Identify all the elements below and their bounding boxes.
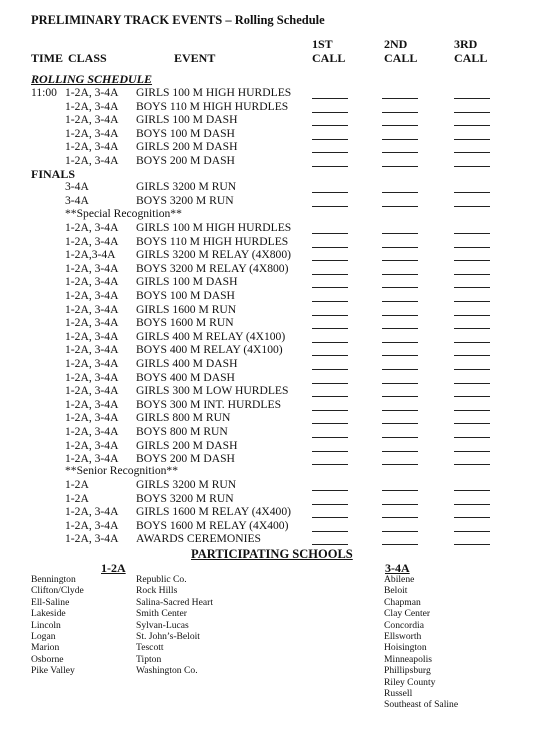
finals-heading: FINALS [31, 167, 76, 181]
schedule-row [31, 262, 501, 276]
row-event: BOYS 300 M INT. HURDLES [136, 397, 282, 411]
schedule-row [31, 519, 501, 533]
school-name: Logan [31, 631, 56, 642]
row-event: BOYS 1600 M RUN [136, 316, 234, 330]
schedule-row [31, 303, 501, 317]
school-name: Marion [31, 642, 60, 654]
school-name: Smith Center [136, 608, 187, 620]
row-event: BOYS 1600 M RELAY (4X400) [136, 518, 289, 532]
schedule-row [31, 248, 501, 262]
row-class: 1-2A, 3-4A [65, 505, 119, 519]
row-class: 1-2A, 3-4A [65, 329, 119, 343]
school-name: Osborne [31, 653, 64, 665]
row-time: 11:00 [31, 86, 57, 99]
row-class: 3-4A [65, 193, 89, 207]
row-event: GIRLS 800 M RUN [136, 411, 231, 425]
row-event: GIRLS 200 M DASH [136, 438, 238, 452]
school-name: Lakeside [31, 608, 66, 620]
row-class: 1-2A, 3-4A [65, 518, 119, 532]
row-event: BOYS 3200 M RELAY (4X800) [136, 261, 289, 275]
header-call3-bottom: CALL [454, 51, 488, 65]
schedule-row [31, 180, 501, 194]
row-class: 1-2A, 3-4A [65, 357, 119, 370]
row-class: 1-2A, 3-4A [65, 370, 119, 384]
row-class: 1-2A, 3-4A [65, 113, 119, 127]
row-event: BOYS 800 M RUN [136, 425, 228, 438]
schedule-row [31, 154, 501, 168]
schedule-row [31, 357, 501, 371]
row-event: BOYS 100 M DASH [136, 126, 235, 140]
schedule-row [31, 113, 501, 127]
schedule-row [31, 86, 501, 100]
schedule-row [31, 221, 501, 235]
schedule-row [31, 439, 501, 453]
row-event: GIRLS 1600 M RELAY (4X400) [136, 505, 292, 519]
row-class: 1-2A [65, 491, 89, 505]
schedule-row [31, 371, 501, 385]
row-class: 1-2A, 3-4A [65, 99, 119, 113]
row-class: 1-2A, 3-4A [65, 343, 119, 357]
school-name: Republic Co. [136, 574, 187, 585]
header-event: EVENT [174, 51, 216, 65]
row-class: 1-2A, 3-4A [65, 411, 119, 425]
school-name: Clifton/Clyde [31, 585, 84, 597]
schedule-row [31, 316, 501, 330]
row-event: GIRLS 3200 M RUN [136, 180, 237, 193]
schedule-row [31, 330, 501, 344]
row-event: GIRLS 400 M DASH [136, 357, 238, 370]
call-1-blank [312, 166, 348, 167]
row-class: 1-2A, 3-4A [65, 261, 119, 275]
call-3-blank [454, 464, 490, 465]
header-class: CLASS [68, 51, 107, 65]
row-event: GIRLS 100 M HIGH HURDLES [136, 86, 292, 99]
row-class: 1-2A, 3-4A [65, 275, 119, 289]
header-call2-bottom: CALL [384, 51, 418, 65]
schedule-row [31, 384, 501, 398]
call-2-blank [382, 206, 418, 207]
row-class: 1-2A, 3-4A [65, 86, 119, 99]
row-class: 1-2A, 3-4A [65, 140, 119, 154]
school-name: Bennington [31, 574, 76, 585]
school-name: Riley County [384, 676, 436, 688]
row-class: 1-2A, 3-4A [65, 438, 119, 452]
senior-recognition-note: **Senior Recognition** [65, 464, 179, 477]
school-name: Rock Hills [136, 585, 178, 597]
row-event: BOYS 110 M HIGH HURDLES [136, 234, 289, 248]
special-recognition-note: **Special Recognition** [65, 207, 182, 220]
row-event: BOYS 3200 M RUN [136, 193, 234, 207]
school-name: Lincoln [31, 619, 61, 631]
call-2-blank [382, 166, 418, 167]
school-name: St. John’s-Beloit [136, 631, 200, 642]
schedule-row [31, 398, 501, 412]
school-name: Tipton [136, 653, 162, 665]
row-class: 1-2A, 3-4A [65, 452, 119, 466]
participating-schools-title: PARTICIPATING SCHOOLS [191, 547, 353, 561]
row-event: GIRLS 100 M HIGH HURDLES [136, 221, 292, 234]
school-name: Ellsworth [384, 631, 422, 642]
row-class: 1-2A, 3-4A [65, 126, 119, 140]
row-event: GIRLS 100 M DASH [136, 113, 238, 127]
school-name: Phillipsburg [384, 665, 431, 677]
row-event: BOYS 200 M DASH [136, 154, 235, 167]
header-call2-top: 2ND [384, 37, 408, 51]
call-2-blank [382, 544, 418, 545]
schedule-row [31, 289, 501, 303]
school-name: Sylvan-Lucas [136, 619, 189, 631]
school-name: Abilene [384, 574, 415, 585]
schedule-row [31, 275, 501, 289]
call-3-blank [454, 166, 490, 167]
row-class: 1-2A, 3-4A [65, 234, 119, 248]
school-name: Clay Center [384, 608, 431, 620]
row-class: 1-2A, 3-4A [65, 302, 119, 316]
row-event: GIRLS 1600 M RUN [136, 302, 237, 316]
row-event: GIRLS 200 M DASH [136, 140, 238, 154]
school-name: Washington Co. [136, 665, 198, 677]
group-1-2a-title: 1-2A [101, 561, 126, 575]
row-class: 1-2A,3-4A [65, 248, 116, 262]
row-event: BOYS 400 M RELAY (4X100) [136, 343, 283, 357]
rolling-schedule-heading: ROLLING SCHEDULE [31, 72, 153, 86]
schedule-row [31, 343, 501, 357]
group-3-4a-title: 3-4A [385, 561, 410, 575]
school-name: Hoisington [384, 642, 427, 654]
call-2-blank [382, 464, 418, 465]
schedule-row [31, 532, 501, 546]
call-1-blank [312, 206, 348, 207]
row-event: AWARDS CEREMONIES [136, 532, 261, 546]
call-1-blank [312, 544, 348, 545]
row-class: 1-2A, 3-4A [65, 425, 119, 438]
call-3-blank [454, 544, 490, 545]
row-class: 1-2A, 3-4A [65, 316, 119, 330]
row-event: GIRLS 100 M DASH [136, 275, 238, 289]
school-name: Beloit [384, 585, 408, 597]
schedule-row [31, 194, 501, 208]
row-event: BOYS 3200 M RUN [136, 491, 234, 505]
row-event: GIRLS 3200 M RUN [136, 478, 237, 491]
row-event: BOYS 200 M DASH [136, 452, 235, 466]
school-name: Salina-Sacred Heart [136, 596, 213, 608]
schedule-row [31, 411, 501, 425]
school-name: Russell [384, 688, 413, 699]
row-class: 1-2A [65, 478, 89, 491]
row-class: 1-2A, 3-4A [65, 532, 119, 546]
row-class: 1-2A, 3-4A [65, 384, 119, 398]
schedule-row [31, 505, 501, 519]
row-event: BOYS 400 M DASH [136, 370, 235, 384]
school-name: Concordia [384, 619, 424, 631]
call-1-blank [312, 464, 348, 465]
row-class: 3-4A [65, 180, 89, 193]
school-name: Pike Valley [31, 665, 75, 677]
header-time: TIME [31, 51, 64, 65]
schedule-row [31, 478, 501, 492]
row-event: GIRLS 400 M RELAY (4X100) [136, 329, 286, 343]
header-call3-top: 3RD [454, 37, 478, 51]
school-name: Tescott [136, 642, 164, 654]
row-event: GIRLS 3200 M RELAY (4X800) [136, 248, 292, 262]
schedule-row [31, 100, 501, 114]
school-name: Chapman [384, 596, 421, 608]
row-event: BOYS 110 M HIGH HURDLES [136, 99, 289, 113]
schedule-row [31, 127, 501, 141]
school-name: Ell-Saline [31, 596, 70, 608]
school-name: Minneapolis [384, 653, 432, 665]
row-class: 1-2A, 3-4A [65, 289, 119, 302]
schedule-row [31, 140, 501, 154]
call-3-blank [454, 206, 490, 207]
row-class: 1-2A, 3-4A [65, 397, 119, 411]
schedule-row [31, 425, 501, 439]
row-class: 1-2A, 3-4A [65, 154, 119, 167]
page-title: PRELIMINARY TRACK EVENTS – Rolling Schedule [31, 13, 325, 27]
schedule-row [31, 235, 501, 249]
header-call1-top: 1ST [312, 37, 333, 51]
school-name: Southeast of Saline [384, 699, 459, 711]
row-class: 1-2A, 3-4A [65, 221, 119, 234]
schedule-row [31, 492, 501, 506]
header-call1-bottom: CALL [312, 51, 346, 65]
row-event: BOYS 100 M DASH [136, 289, 235, 302]
row-event: GIRLS 300 M LOW HURDLES [136, 384, 289, 398]
